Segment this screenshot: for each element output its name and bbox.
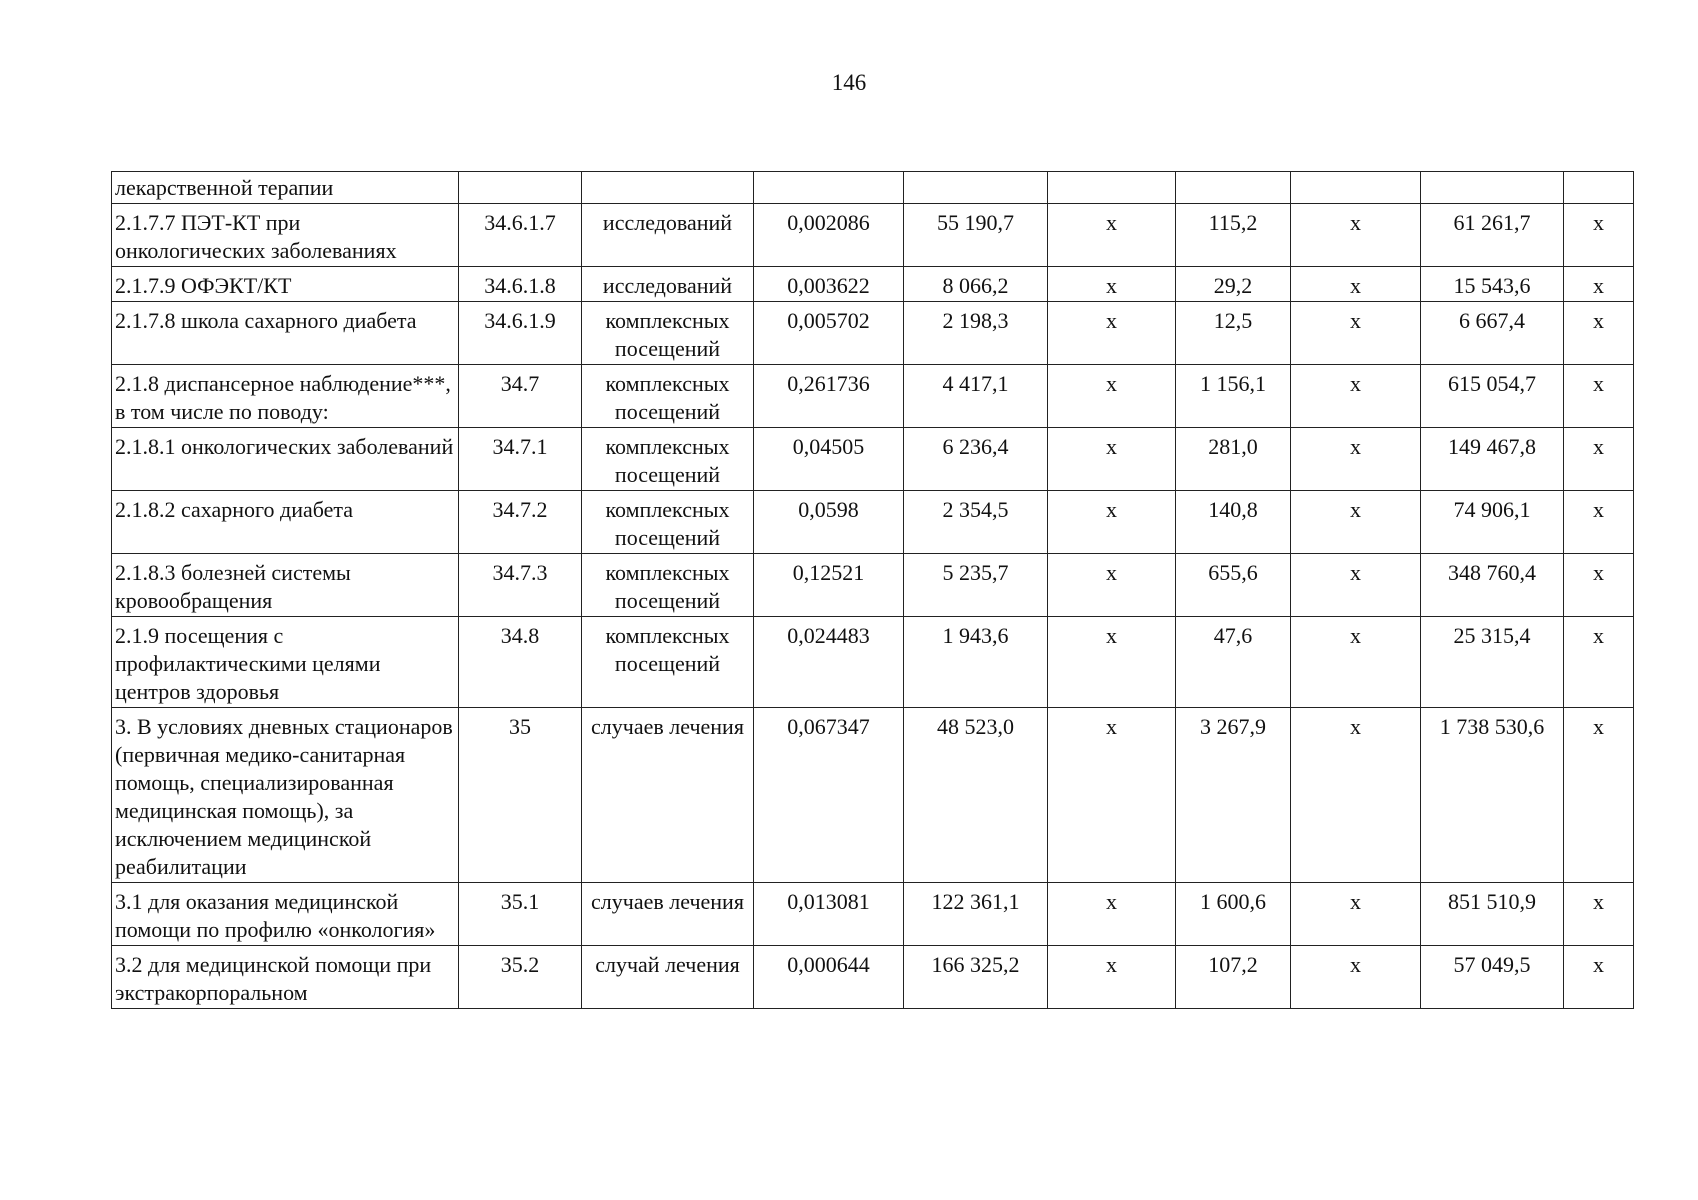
cell-col10: х	[1564, 428, 1634, 491]
cell-code: 34.7.3	[459, 554, 582, 617]
cell-col8: х	[1291, 302, 1421, 365]
cell-code: 35	[459, 708, 582, 883]
cell-name: 2.1.8 диспансерное наблюдение***, в том числе по поводу:	[112, 365, 459, 428]
cell-col10: х	[1564, 708, 1634, 883]
cell-col10: х	[1564, 491, 1634, 554]
cell-col7: 12,5	[1176, 302, 1291, 365]
cell-name: 3.1 для оказания медицинской помощи по профилю «онкология»	[112, 883, 459, 946]
cell-code: 35.2	[459, 946, 582, 1009]
cell-code: 35.1	[459, 883, 582, 946]
cell-col8: х	[1291, 554, 1421, 617]
cell-col6: х	[1048, 428, 1176, 491]
cell-col7: 29,2	[1176, 267, 1291, 302]
cell-norm: 0,0598	[754, 491, 904, 554]
cell-cost: 55 190,7	[904, 204, 1048, 267]
cell-name: 2.1.8.1 онкологических заболеваний	[112, 428, 459, 491]
cell-col8: х	[1291, 946, 1421, 1009]
cell-cost: 6 236,4	[904, 428, 1048, 491]
cell-col8: х	[1291, 267, 1421, 302]
cell-col10: х	[1564, 267, 1634, 302]
cell-name: 2.1.7.8 школа сахарного диабета	[112, 302, 459, 365]
cell-code: 34.8	[459, 617, 582, 708]
cell-norm: 0,12521	[754, 554, 904, 617]
table-row	[112, 267, 1634, 302]
table-row	[112, 491, 1634, 554]
cell-col8: х	[1291, 883, 1421, 946]
cell-code: 34.7.2	[459, 491, 582, 554]
table-row	[112, 172, 1634, 204]
cell-col6: х	[1048, 491, 1176, 554]
cell-name: 2.1.8.2 сахарного диабета	[112, 491, 459, 554]
cell-code: 34.7	[459, 365, 582, 428]
cell-col10	[1564, 172, 1634, 204]
cell-cost: 48 523,0	[904, 708, 1048, 883]
cell-col6: х	[1048, 946, 1176, 1009]
cell-unit: комплексных посещений	[582, 302, 754, 365]
cell-code: 34.6.1.9	[459, 302, 582, 365]
cell-code: 34.7.1	[459, 428, 582, 491]
cell-col10: х	[1564, 365, 1634, 428]
cell-col9: 615 054,7	[1421, 365, 1564, 428]
cell-col9: 74 906,1	[1421, 491, 1564, 554]
cell-col6: х	[1048, 365, 1176, 428]
cell-name: лекарственной терапии	[112, 172, 459, 204]
cell-norm	[754, 172, 904, 204]
cell-col8: х	[1291, 491, 1421, 554]
cell-col6: х	[1048, 883, 1176, 946]
cell-name: 2.1.9 посещения с профилактическими целями центров здоровья	[112, 617, 459, 708]
cell-norm: 0,000644	[754, 946, 904, 1009]
cell-cost: 4 417,1	[904, 365, 1048, 428]
cell-code: 34.6.1.8	[459, 267, 582, 302]
cell-col7: 1 600,6	[1176, 883, 1291, 946]
cell-col10: х	[1564, 617, 1634, 708]
cell-col8: х	[1291, 708, 1421, 883]
cell-unit: комплексных посещений	[582, 554, 754, 617]
cell-col7	[1176, 172, 1291, 204]
cell-col7: 655,6	[1176, 554, 1291, 617]
cell-cost: 8 066,2	[904, 267, 1048, 302]
cell-col6: х	[1048, 554, 1176, 617]
cell-col9: 851 510,9	[1421, 883, 1564, 946]
cell-norm: 0,002086	[754, 204, 904, 267]
cell-col10: х	[1564, 204, 1634, 267]
cell-col9	[1421, 172, 1564, 204]
cell-col8: х	[1291, 428, 1421, 491]
cell-unit: комплексных посещений	[582, 428, 754, 491]
table-row	[112, 617, 1634, 708]
cell-col10: х	[1564, 946, 1634, 1009]
cell-cost: 166 325,2	[904, 946, 1048, 1009]
data-table	[111, 171, 1634, 1009]
cell-col9: 15 543,6	[1421, 267, 1564, 302]
cell-col9: 61 261,7	[1421, 204, 1564, 267]
cell-col7: 107,2	[1176, 946, 1291, 1009]
cell-col9: 149 467,8	[1421, 428, 1564, 491]
cell-unit: случай лечения	[582, 946, 754, 1009]
cell-norm: 0,013081	[754, 883, 904, 946]
cell-norm: 0,067347	[754, 708, 904, 883]
cell-col6	[1048, 172, 1176, 204]
cell-col7: 1 156,1	[1176, 365, 1291, 428]
cell-norm: 0,04505	[754, 428, 904, 491]
cell-cost: 5 235,7	[904, 554, 1048, 617]
cell-col7: 115,2	[1176, 204, 1291, 267]
table-row	[112, 302, 1634, 365]
cell-col7: 3 267,9	[1176, 708, 1291, 883]
cell-cost: 2 354,5	[904, 491, 1048, 554]
table-row	[112, 428, 1634, 491]
cell-norm: 0,261736	[754, 365, 904, 428]
cell-col7: 281,0	[1176, 428, 1291, 491]
cell-code	[459, 172, 582, 204]
cell-unit: исследований	[582, 204, 754, 267]
cell-col9: 57 049,5	[1421, 946, 1564, 1009]
cell-cost: 122 361,1	[904, 883, 1048, 946]
table-body	[112, 172, 1634, 1009]
cell-name: 3.2 для медицинской помощи при экстракорпоральном	[112, 946, 459, 1009]
cell-unit: комплексных посещений	[582, 617, 754, 708]
cell-col10: х	[1564, 554, 1634, 617]
cell-cost	[904, 172, 1048, 204]
cell-unit: комплексных посещений	[582, 365, 754, 428]
cell-name: 3. В условиях дневных стационаров (первичная медико-санитарная помощь, специализированная медицинская помощь), за исключением медицинской реабилитации	[112, 708, 459, 883]
cell-col9: 6 667,4	[1421, 302, 1564, 365]
cell-col9: 1 738 530,6	[1421, 708, 1564, 883]
cell-code: 34.6.1.7	[459, 204, 582, 267]
cell-col6: х	[1048, 708, 1176, 883]
cell-unit: случаев лечения	[582, 883, 754, 946]
cell-norm: 0,024483	[754, 617, 904, 708]
cell-name: 2.1.7.7 ПЭТ-КТ при онкологических заболеваниях	[112, 204, 459, 267]
cell-cost: 1 943,6	[904, 617, 1048, 708]
cell-norm: 0,003622	[754, 267, 904, 302]
cell-col6: х	[1048, 617, 1176, 708]
cell-col8: х	[1291, 617, 1421, 708]
table-row	[112, 204, 1634, 267]
cell-cost: 2 198,3	[904, 302, 1048, 365]
cell-col8: х	[1291, 204, 1421, 267]
cell-norm: 0,005702	[754, 302, 904, 365]
cell-col6: х	[1048, 204, 1176, 267]
cell-unit: случаев лечения	[582, 708, 754, 883]
cell-col8	[1291, 172, 1421, 204]
cell-unit: комплексных посещений	[582, 491, 754, 554]
page-number: 146	[831, 70, 867, 95]
table-row	[112, 946, 1634, 1009]
cell-unit	[582, 172, 754, 204]
cell-col8: х	[1291, 365, 1421, 428]
table-row	[112, 365, 1634, 428]
cell-col9: 25 315,4	[1421, 617, 1564, 708]
cell-col6: х	[1048, 267, 1176, 302]
cell-col10: х	[1564, 302, 1634, 365]
table-row	[112, 883, 1634, 946]
cell-col10: х	[1564, 883, 1634, 946]
cell-col6: х	[1048, 302, 1176, 365]
cell-col7: 140,8	[1176, 491, 1291, 554]
table-row	[112, 708, 1634, 883]
cell-col9: 348 760,4	[1421, 554, 1564, 617]
cell-col7: 47,6	[1176, 617, 1291, 708]
cell-name: 2.1.7.9 ОФЭКТ/КТ	[112, 267, 459, 302]
table-row	[112, 554, 1634, 617]
cell-name: 2.1.8.3 болезней системы кровообращения	[112, 554, 459, 617]
cell-unit: исследований	[582, 267, 754, 302]
